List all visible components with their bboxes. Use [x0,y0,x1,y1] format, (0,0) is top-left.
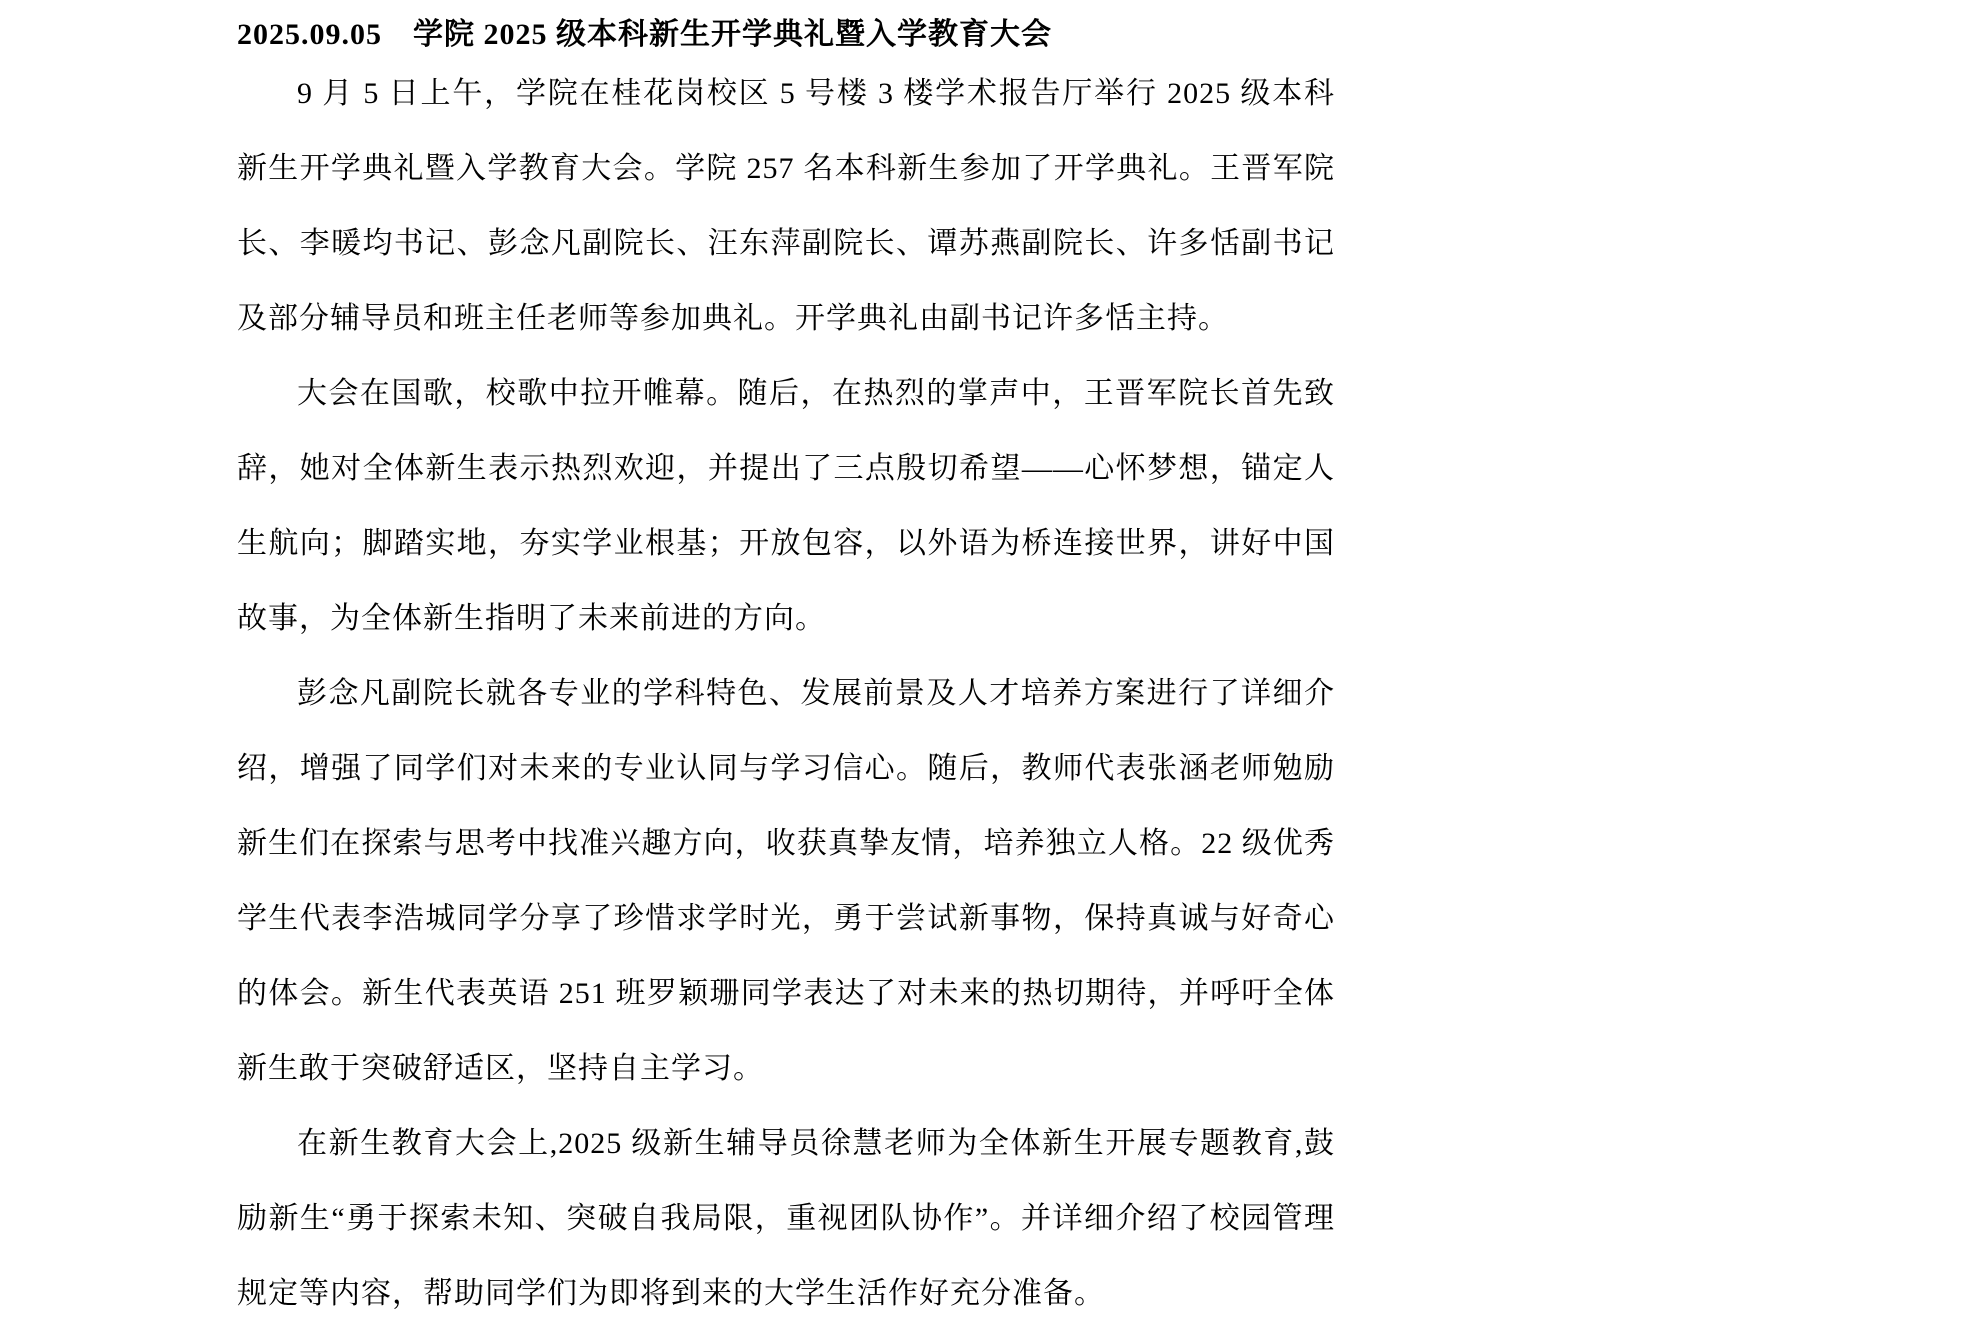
paragraph-representatives: 彭念凡副院长就各专业的学科特色、发展前景及人才培养方案进行了详细介绍，增强了同学们对未来的专业认同与学习信心。随后，教师代表张涵老师勉励新生们在探索与思考中找准兴趣方向，收获真挚友情，培养独立人格。22 级优秀学生代表李浩城同学分享了珍惜求学时光，勇于尝试新事物，保持真诚与好奇心的体会。新生代表英语 251 班罗颖珊同学表达了对未来的热切期待，并呼吁全体新生敢于突破舒适区，坚持自主学习。 [237,677,1335,1085]
document-title: 2025.09.05 学院 2025 级本科新生开学典礼暨入学教育大会 [237,18,1052,51]
paragraph-freshman-education: 在新生教育大会上,2025 级新生辅导员徐慧老师为全体新生开展专题教育,鼓励新生“勇于探索未知、突破自我局限，重视团队协作”。并详细介绍了校园管理规定等内容，帮助同学们为即将到来的大学生活作好充分准备。 [237,1127,1335,1310]
document-content [237,0,1335,1331]
paragraph-ceremony-overview: 9 月 5 日上午，学院在桂花岗校区 5 号楼 3 楼学术报告厅举行 2025 级本科新生开学典礼暨入学教育大会。学院 257 名本科新生参加了开学典礼。王晋军院长、李暖均书记、彭念凡副院长、汪东萍副院长、谭苏燕副院长、许多恬副书记及部分辅导员和班主任老师等参加典礼。开学典礼由副书记许多恬主持。 [237,77,1335,335]
paragraph-dean-speech: 大会在国歌，校歌中拉开帷幕。随后，在热烈的掌声中，王晋军院长首先致辞，她对全体新生表示热烈欢迎，并提出了三点殷切希望——心怀梦想，锚定人生航向；脚踏实地，夯实学业根基；开放包容，以外语为桥连接世界，讲好中国故事，为全体新生指明了未来前进的方向。 [237,377,1335,635]
